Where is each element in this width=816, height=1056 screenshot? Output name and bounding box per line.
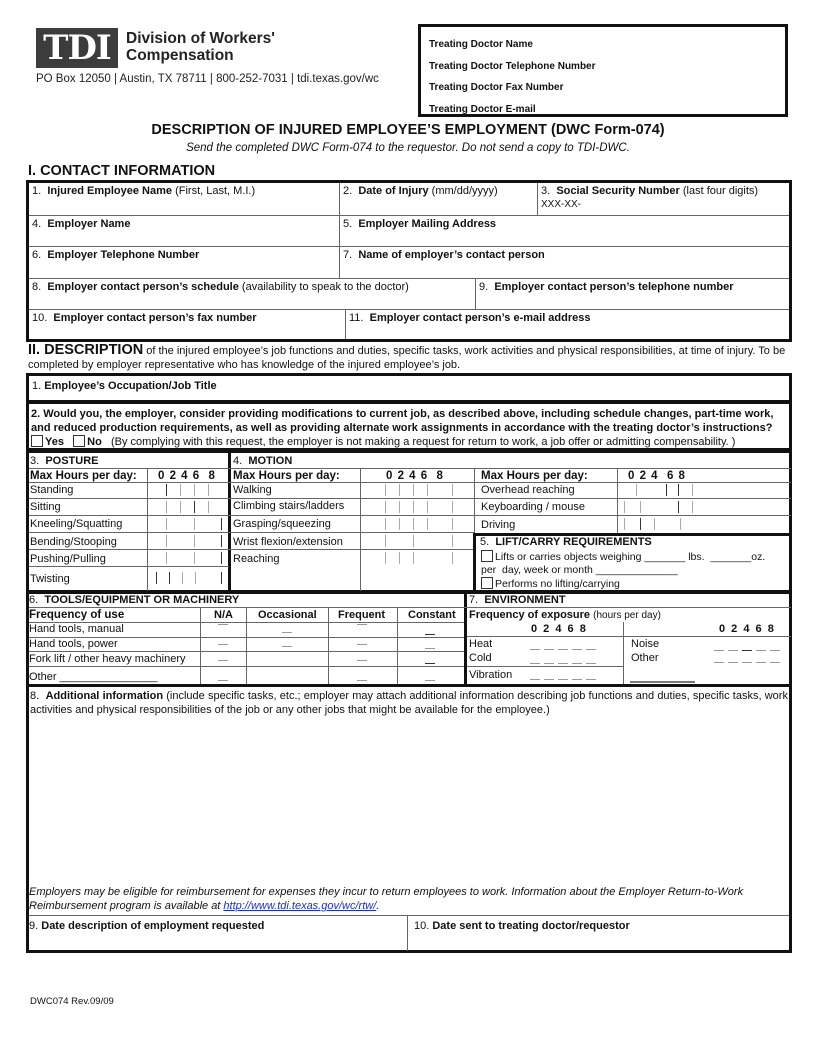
tools-row-manual: Hand tools, manual <box>29 623 124 635</box>
section2-heading: II. DESCRIPTION <box>28 342 144 358</box>
tools-row-forklift: Fork lift / other heavy machinery <box>29 653 186 665</box>
reimbursement-note: Employers may be eligible for reimbursement for expenses they incur to return employees to work. Information about the Employer Return-to-Work Reimbursement program is available at http://www.tdi.texas.gov/wc/rtw/. <box>29 886 744 912</box>
org-address: PO Box 12050 | Austin, TX 78711 | 800-252-7031 | tdi.texas.gov/wc <box>36 73 379 85</box>
contact-fax-field[interactable]: 10. Employer contact person’s fax number <box>29 310 346 339</box>
env-row-noise: Noise <box>631 638 660 650</box>
motion-row-walking: Walking <box>233 484 272 496</box>
no-checkbox[interactable] <box>73 435 85 447</box>
posture-scale: 0 2 4 6 8 <box>158 470 216 482</box>
posture-row-twisting: Twisting <box>30 573 70 585</box>
yes-checkbox[interactable] <box>31 435 43 447</box>
posture-row-kneeling: Kneeling/Squatting <box>30 518 123 530</box>
date-sent-field[interactable]: 10. Date sent to treating doctor/requestor <box>414 920 630 932</box>
injured-employee-name-field[interactable]: 1. Injured Employee Name (First, Last, M.I.) <box>29 183 340 216</box>
motion-row-driving: Driving <box>481 519 516 531</box>
motion-max-hours-label: Max Hours per day: <box>233 470 340 482</box>
env-row-other[interactable]: Other <box>631 652 659 664</box>
env-row-cold: Cold <box>469 652 492 664</box>
org-line1: Division of Workers' <box>126 30 275 47</box>
tools-row-other[interactable]: Other ________________ <box>29 671 158 683</box>
lifts-checkbox[interactable] <box>481 550 493 562</box>
contact-email-field[interactable]: 11. Employer contact person’s e-mail address <box>349 312 591 324</box>
motion-row-overhead: Overhead reaching <box>481 484 575 496</box>
contact-schedule-field[interactable]: 8. Employer contact person’s schedule (availability to speak to the doctor) <box>29 279 476 310</box>
form-title: DESCRIPTION OF INJURED EMPLOYEE’S EMPLOYMENT (DWC Form-074) <box>151 122 665 138</box>
motion-right-scale: 0 2 4 6 8 <box>628 470 686 482</box>
ssn-field[interactable]: 3. Social Security Number (last four digits) XXX-XX- <box>538 183 789 216</box>
motion-scale: 0 2 4 6 8 <box>386 470 444 482</box>
posture-row-sitting: Sitting <box>30 501 61 513</box>
lift-option-none: Performs no lifting/carrying <box>481 577 620 591</box>
treating-doctor-box <box>418 24 788 117</box>
posture-max-hours-label: Max Hours per day: <box>30 470 137 482</box>
env-row-vibration: Vibration <box>469 669 513 681</box>
ssn-prefix: XXX-XX- <box>541 199 582 210</box>
motion-heading: 4. MOTION <box>233 455 293 467</box>
doctor-name-field[interactable]: Treating Doctor Name <box>429 39 533 50</box>
modification-question: 2. Would you, the employer, consider providing modifications to current job, as described above, including schedule changes, part-time work, and reduced production requirements, as well as providing alternate work assignments in accordance with the treating doctor’s instructions? Yes No (By complying with this request, the employer is not making a request for return to work, a job offer or admitting compensability. ) <box>26 401 792 451</box>
posture-heading: 3. POSTURE <box>30 455 99 467</box>
posture-row-pushing: Pushing/Pulling <box>30 553 106 565</box>
job-title-field[interactable]: 1. Employee’s Occupation/Job Title <box>26 373 792 403</box>
date-requested-field[interactable]: 9. Date description of employment requested <box>29 920 265 932</box>
motion-right-max-hours-label: Max Hours per day: <box>481 470 588 482</box>
tools-col-frequent: Frequent <box>338 609 386 621</box>
additional-info-field[interactable]: 8. Additional information (include specific tasks, etc.; employer may attach additional information describing job functions and duties, specific tasks, work activities and physical responsibilities of the job or any other jobs that might be available for the employee.) <box>26 684 792 916</box>
motion-row-climbing: Climbing stairs/ladders <box>233 500 345 512</box>
tools-heading: 6. TOOLS/EQUIPMENT OR MACHINERY <box>29 594 240 606</box>
contact-info-table <box>26 180 792 342</box>
doctor-email-field[interactable]: Treating Doctor E-mail <box>429 103 536 115</box>
posture-row-standing: Standing <box>30 484 74 496</box>
tools-row-power: Hand tools, power <box>29 638 118 650</box>
employer-phone-field[interactable]: 6. Employer Telephone Number <box>29 247 340 279</box>
form-subtitle: Send the completed DWC Form-074 to the requestor. Do not send a copy to TDI-DWC. <box>186 142 630 154</box>
env-frequency-label: Frequency of exposure (hours per day) <box>469 609 661 621</box>
doctor-phone-field[interactable]: Treating Doctor Telephone Number <box>429 60 596 72</box>
lift-frequency-field[interactable]: per day, week or month ______________ <box>481 564 678 576</box>
tdi-logo: TDI <box>36 28 118 68</box>
doctor-fax-field[interactable]: Treating Doctor Fax Number <box>429 82 564 93</box>
motion-row-wrist: Wrist flexion/extension <box>233 536 343 548</box>
org-name <box>126 30 275 64</box>
motion-row-grasping: Grasping/squeezing <box>233 518 331 530</box>
tools-col-na: N/A <box>214 609 233 621</box>
env-row-heat: Heat <box>469 638 493 650</box>
contact-person-name-field[interactable]: 7. Name of employer’s contact person <box>340 247 789 279</box>
form-revision: DWC074 Rev.09/09 <box>30 996 114 1007</box>
lift-heading: 5. LIFT/CARRY REQUIREMENTS <box>480 536 652 548</box>
motion-row-keyboarding: Keyboarding / mouse <box>481 501 585 513</box>
env-scale-left: 0 2 4 6 8 <box>531 623 588 635</box>
motion-row-reaching: Reaching <box>233 553 280 565</box>
tools-col-occasional: Occasional <box>258 609 317 621</box>
employer-address-field[interactable]: 5. Employer Mailing Address <box>340 216 789 247</box>
tools-col-constant: Constant <box>408 609 456 621</box>
lift-option-weight: Lifts or carries objects weighing _______ lbs. _______oz. <box>481 550 765 564</box>
employer-name-field[interactable]: 4. Employer Name <box>29 216 340 247</box>
posture-row-bending: Bending/Stooping <box>30 536 117 548</box>
section2-intro: II. DESCRIPTION of the injured employee’s job functions and duties, specific tasks, work activities and physical responsibilities, at time of injury. To be completed by employer representative who has knowledge of the injured employee’s job. <box>28 342 786 371</box>
org-line2: Compensation <box>126 47 234 64</box>
section1-heading: I. CONTACT INFORMATION <box>28 163 216 179</box>
tools-col-frequency: Frequency of use <box>29 609 125 621</box>
no-lifting-checkbox[interactable] <box>481 577 493 589</box>
env-scale-right: 0 2 4 6 8 <box>719 623 776 635</box>
environment-heading: 7. ENVIRONMENT <box>469 594 566 606</box>
date-of-injury-field[interactable]: 2. Date of Injury (mm/dd/yyyy) <box>340 183 538 216</box>
contact-phone-field[interactable]: 9. Employer contact person’s telephone number <box>476 279 789 310</box>
rtw-link[interactable]: http://www.tdi.texas.gov/wc/rtw/ <box>223 900 377 912</box>
